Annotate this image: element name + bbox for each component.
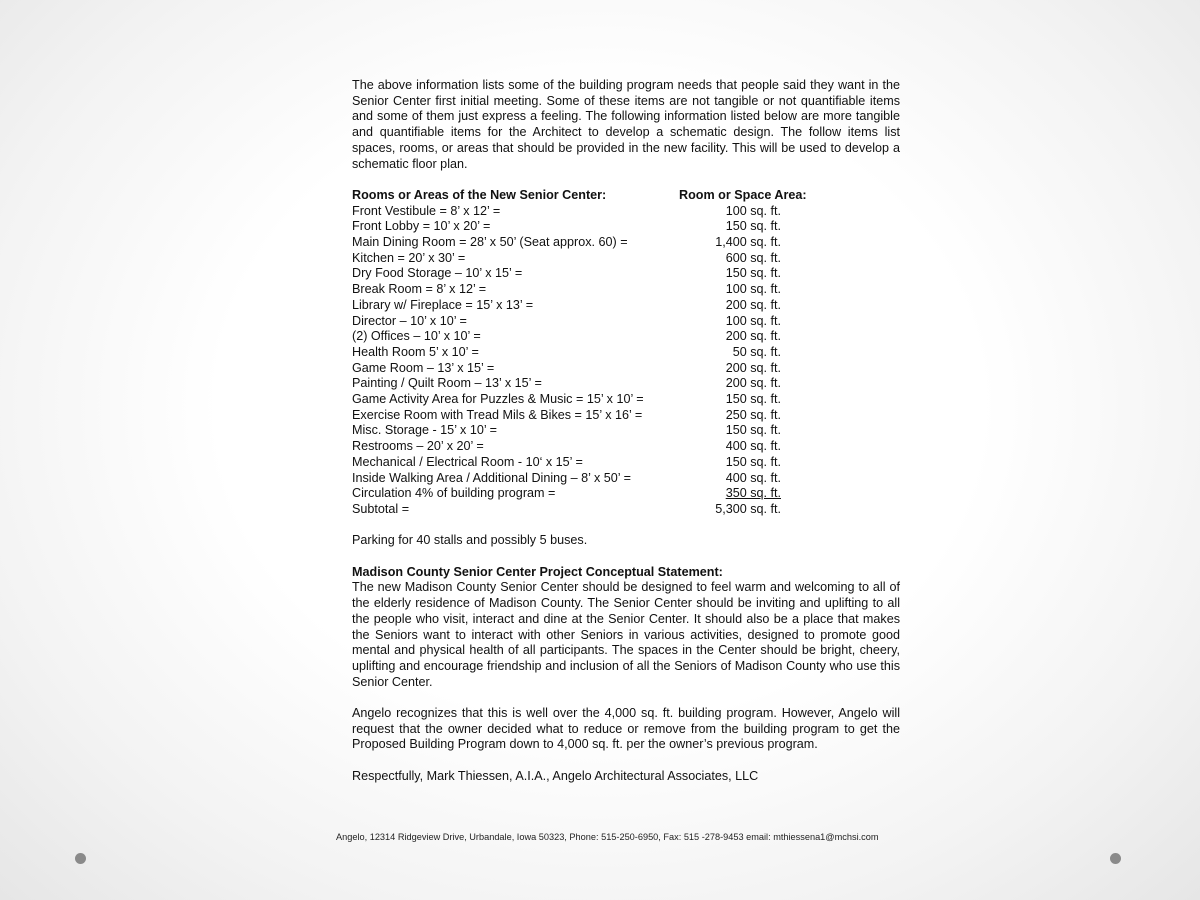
- parking-note: Parking for 40 stalls and possibly 5 buses.: [352, 533, 588, 548]
- table-row: [352, 471, 900, 487]
- room-area: 50 sq. ft.: [732, 344, 781, 359]
- room-name: Exercise Room with Tread Mils & Bikes = 15’ x 16’ =: [352, 407, 643, 422]
- room-name: Mechanical / Electrical Room - 10‘ x 15’ =: [352, 454, 583, 469]
- room-area: 150 sq. ft.: [725, 423, 781, 438]
- signature-line: Respectfully, Mark Thiessen, A.I.A., Angelo Architectural Associates, LLC: [352, 768, 759, 783]
- table-row: [352, 204, 900, 220]
- room-name: (2) Offices – 10’ x 10’ =: [352, 329, 481, 344]
- table-row: [352, 266, 900, 282]
- room-area: 400 sq. ft.: [725, 439, 781, 454]
- document-page: [352, 78, 900, 785]
- table-row: [352, 282, 900, 298]
- room-area: 100 sq. ft.: [725, 282, 781, 297]
- room-name: Misc. Storage - 15’ x 10’ =: [352, 423, 498, 438]
- room-area: 250 sq. ft.: [725, 407, 781, 422]
- room-area: 200 sq. ft.: [725, 297, 781, 312]
- room-area: 150 sq. ft.: [725, 454, 781, 469]
- angelo-note-paragraph: Angelo recognizes that this is well over the 4,000 sq. ft. building program. However, Angelo will request that the owner decided what to reduce or remove from the building program to get the Proposed Building Program down to 4,000 sq. ft. per the owner’s previous program.: [352, 706, 900, 752]
- table-row: [352, 345, 900, 361]
- table-row: [352, 455, 900, 471]
- room-name: Main Dining Room = 28’ x 50’ (Seat approx. 60) =: [352, 235, 628, 250]
- table-row: [352, 392, 900, 408]
- room-name: Game Activity Area for Puzzles & Music = 15’ x 10’ =: [352, 392, 644, 407]
- rooms-table-header: [352, 188, 900, 204]
- room-name: Kitchen = 20’ x 30’ =: [352, 250, 466, 265]
- room-name: Inside Walking Area / Additional Dining – 8’ x 50’ =: [352, 470, 631, 485]
- room-name: Health Room 5’ x 10’ =: [352, 344, 479, 359]
- table-row: [352, 408, 900, 424]
- table-row: [352, 314, 900, 330]
- room-area: 100 sq. ft.: [725, 203, 781, 218]
- room-name: Restrooms – 20’ x 20’ =: [352, 439, 484, 454]
- room-name: Circulation 4% of building program =: [352, 486, 556, 501]
- table-row: [352, 376, 900, 392]
- intro-paragraph: The above information lists some of the building program needs that people said they want in the Senior Center first initial meeting. Some of these items are not tangible or not quantifiable items and some of them just express a feeling. The following information listed below are more tangible and quantifiable items for the Architect to develop a schematic design. The follow items list spaces, rooms, or areas that should be provided in the new facility. This will be used to develop a schematic floor plan.: [352, 78, 900, 171]
- table-row: [352, 502, 900, 518]
- room-area: 400 sq. ft.: [725, 470, 781, 485]
- room-name: Painting / Quilt Room – 13’ x 15’ =: [352, 376, 542, 391]
- room-area: 200 sq. ft.: [725, 360, 781, 375]
- room-area: 1,400 sq. ft.: [715, 235, 781, 250]
- room-area: 150 sq. ft.: [725, 392, 781, 407]
- conceptual-paragraph: The new Madison County Senior Center should be designed to feel warm and welcoming to all of the elderly residence of Madison County. The Senior Center should be inviting and uplifting to all the people who visit, interact and dine at the Senior Center. It should also be a place that makes the Seniors want to interact with other Seniors in various activities, designed to promote good mental and physical health of all participants. The spaces in the Center should be bright, cheery, uplifting and encourage friendship and inclusion of all the Seniors of Madison County who use this Senior Center.: [352, 580, 900, 689]
- table-row: [352, 329, 900, 345]
- table-row: [352, 361, 900, 377]
- rooms-table: [352, 204, 900, 518]
- conceptual-heading: Madison County Senior Center Project Conceptual Statement:: [352, 564, 723, 579]
- room-name: Dry Food Storage – 10’ x 15’ =: [352, 266, 523, 281]
- table-row: [352, 298, 900, 314]
- table-row: [352, 439, 900, 455]
- room-area: 150 sq. ft.: [725, 266, 781, 281]
- room-area: 350 sq. ft.: [725, 486, 781, 501]
- left-nav-dot[interactable]: [75, 853, 86, 864]
- room-area: 150 sq. ft.: [725, 219, 781, 234]
- room-area: 100 sq. ft.: [725, 313, 781, 328]
- table-row: [352, 235, 900, 251]
- table-row: [352, 251, 900, 267]
- room-name: Front Vestibule = 8’ x 12’ =: [352, 203, 501, 218]
- footer-contact: Angelo, 12314 Ridgeview Drive, Urbandale, Iowa 50323, Phone: 515-250-6950, Fax: 515 -278-9453 email: mthiessena1@mchsi.com: [336, 832, 879, 842]
- room-area: 200 sq. ft.: [725, 329, 781, 344]
- room-name: Front Lobby = 10’ x 20’ =: [352, 219, 491, 234]
- rooms-column-header: Rooms or Areas of the New Senior Center:: [352, 187, 607, 202]
- room-area: 5,300 sq. ft.: [715, 501, 781, 516]
- room-name: Game Room – 13’ x 15’ =: [352, 360, 495, 375]
- right-nav-dot[interactable]: [1110, 853, 1121, 864]
- table-row: [352, 423, 900, 439]
- room-name: Subtotal =: [352, 501, 410, 516]
- room-area: 200 sq. ft.: [725, 376, 781, 391]
- room-name: Library w/ Fireplace = 15’ x 13’ =: [352, 297, 534, 312]
- table-row: [352, 219, 900, 235]
- area-column-header: Room or Space Area:: [679, 187, 807, 202]
- table-row: [352, 486, 900, 502]
- room-name: Director – 10’ x 10’ =: [352, 313, 467, 328]
- room-area: 600 sq. ft.: [725, 250, 781, 265]
- room-name: Break Room = 8’ x 12’ =: [352, 282, 487, 297]
